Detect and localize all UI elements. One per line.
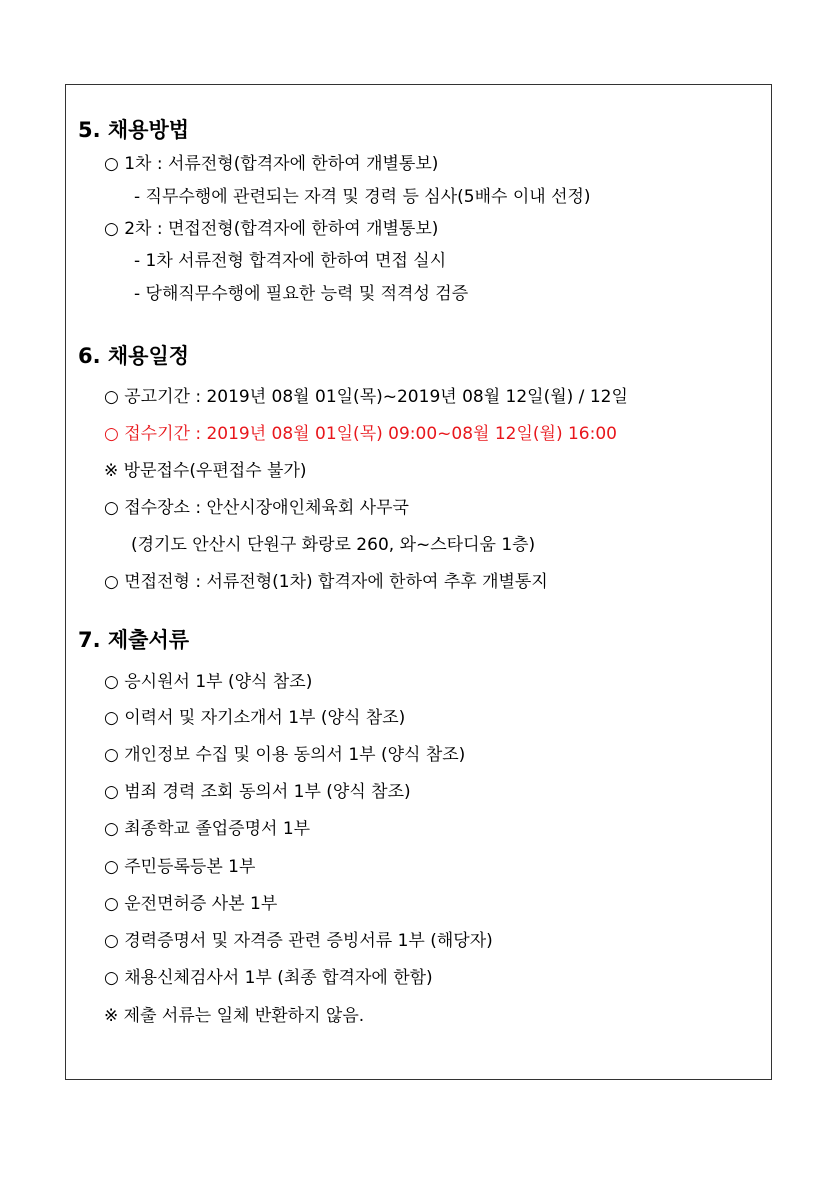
list-item: ○ 범죄 경력 조회 동의서 1부 (양식 참조) [104, 782, 411, 802]
list-item: ○ 1차 : 서류전형(합격자에 한하여 개별통보) [104, 154, 439, 174]
list-item: ○ 개인정보 수집 및 이용 동의서 1부 (양식 참조) [104, 745, 466, 765]
list-subitem: - 직무수행에 관련되는 자격 및 경력 등 심사(5배수 이내 선정) [134, 187, 591, 207]
list-item-highlight: ○ 접수기간 : 2019년 08월 01일(목) 09:00~08월 12일(월) 16:00 [104, 424, 617, 444]
list-subitem: - 1차 서류전형 합격자에 한하여 면접 실시 [134, 251, 447, 271]
note-item: ※ 제출 서류는 일체 반환하지 않음. [104, 1006, 365, 1026]
list-item: ○ 채용신체검사서 1부 (최종 합격자에 한함) [104, 968, 433, 988]
list-item: ○ 응시원서 1부 (양식 참조) [104, 672, 313, 692]
note-item: ※ 방문접수(우편접수 불가) [104, 461, 307, 481]
list-item: ○ 경력증명서 및 자격증 관련 증빙서류 1부 (해당자) [104, 931, 493, 951]
list-item: ○ 운전면허증 사본 1부 [104, 894, 278, 914]
section-heading-6: 6. 채용일정 [78, 344, 190, 368]
section-heading-7: 7. 제출서류 [78, 628, 190, 652]
list-item: ○ 이력서 및 자기소개서 1부 (양식 참조) [104, 708, 406, 728]
list-item: ○ 최종학교 졸업증명서 1부 [104, 819, 311, 839]
list-item: ○ 2차 : 면접전형(합격자에 한하여 개별통보) [104, 219, 439, 239]
address-line: (경기도 안산시 단원구 화랑로 260, 와~스타디움 1층) [131, 535, 536, 555]
list-item: ○ 접수장소 : 안산시장애인체육회 사무국 [104, 498, 409, 518]
section-heading-5: 5. 채용방법 [78, 118, 190, 142]
list-item: ○ 면접전형 : 서류전형(1차) 합격자에 한하여 추후 개별통지 [104, 572, 548, 592]
list-subitem: - 당해직무수행에 필요한 능력 및 적격성 검증 [134, 284, 469, 304]
list-item: ○ 공고기간 : 2019년 08월 01일(목)~2019년 08월 12일(월) / 12일 [104, 387, 628, 407]
list-item: ○ 주민등록등본 1부 [104, 857, 256, 877]
